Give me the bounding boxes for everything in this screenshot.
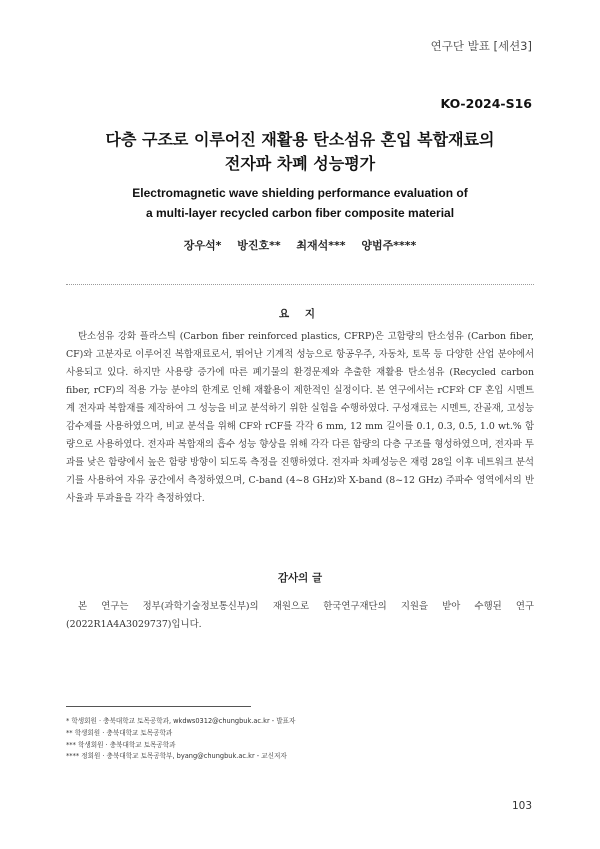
author-4: 양범주**** [361, 239, 417, 252]
footnotes [66, 716, 536, 763]
korean-title-line-2: 전자파 차폐 성능평가 [224, 154, 376, 173]
footnote-2: ** 학생회원 · 충북대학교 토목공학과 [66, 728, 173, 737]
footnote-1: * 학생회원 · 충북대학교 토목공학과, wkdws0312@chungbuk.ac.kr - 발표자 [66, 717, 296, 725]
korean-title-line-1: 다층 구조로 이루어진 재활용 탄소섬유 혼입 복합재료의 [105, 130, 495, 149]
abstract-heading: 요 지 [279, 308, 321, 320]
footnote-4: **** 정회원 · 충북대학교 토목공학부, byang@chungbuk.ac.kr - 교신저자 [66, 752, 287, 761]
author-3: 최재석*** [296, 239, 346, 252]
author-1: 장우석* [183, 239, 222, 252]
section-divider [66, 284, 534, 285]
korean-title [0, 128, 600, 176]
running-header: 연구단 발표 [세션3] [430, 39, 532, 53]
footnote-rule [66, 706, 251, 707]
english-title [0, 183, 600, 223]
english-title-line-1: Electromagnetic wave shielding performance evaluation of [132, 186, 468, 200]
footnote-3: *** 학생회원 · 충북대학교 토목공학과 [66, 740, 176, 749]
author-list [0, 237, 600, 253]
paper-id: KO-2024-S16 [440, 96, 532, 111]
abstract-text: 탄소섬유 강화 플라스틱 (Carbon fiber reinforced plastics, CFRP)은 고함량의 탄소섬유 (Carbon fiber, CF)와 고분자로 이루어진 복합재료로서, 뛰어난 기계적 성능으로 항공우주, 자동차, 토목 등 다양한 산업 분야에서 사용되고 있다. 하지만 사용량 증가에 따른 폐기물의 환경문제와 추출한 재활용 탄소섬유 (Recycled carbon fiber, rCF)의 적용 가능 분야의 한계로 인해 재활용이 제한적인 실정이다. 본 연구에서는 rCF와 CF 혼입 시멘트계 전자파 복합재를 제작하여 그 성능을 비교 분석하기 위한 실험을 수행하였다. 구성재료는 시멘트, 잔골재, 고성능 감수제를 사용하였으며, 비교 분석을 위해 CF와 rCF를 각각 6 mm, 12 mm 길이를 0.1, 0.3, 0.5, 1.0 wt.% 함량으로 사용하였다. 전자파 복합재의 흡수 성능 향상을 위해 각각 다른 함량의 다층 구조를 형성하였으며, 전자파 투과를 낮은 함량에서 높은 함량 방향이 되도록 측정을 진행하였다. 전자파 차폐성능은 재령 28일 이후 네트워크 분석기를 사용하여 자유 공간에서 측정하였으며, C-band (4~8 GHz)와 X-band (8~12 GHz) 주파수 영역에서의 반사율과 투과율을 각각 측정하였다. [66, 331, 534, 504]
author-2: 방진호** [237, 239, 281, 252]
english-title-line-2: a multi-layer recycled carbon fiber composite material [145, 206, 455, 220]
page-number: 103 [511, 800, 532, 812]
acknowledgement-heading: 감사의 글 [277, 572, 323, 584]
acknowledgement-text: 본 연구는 정부(과학기술정보통신부)의 재원으로 한국연구재단의 지원을 받아 수행된 연구(2022R1A4A3029737)입니다. [66, 601, 534, 630]
